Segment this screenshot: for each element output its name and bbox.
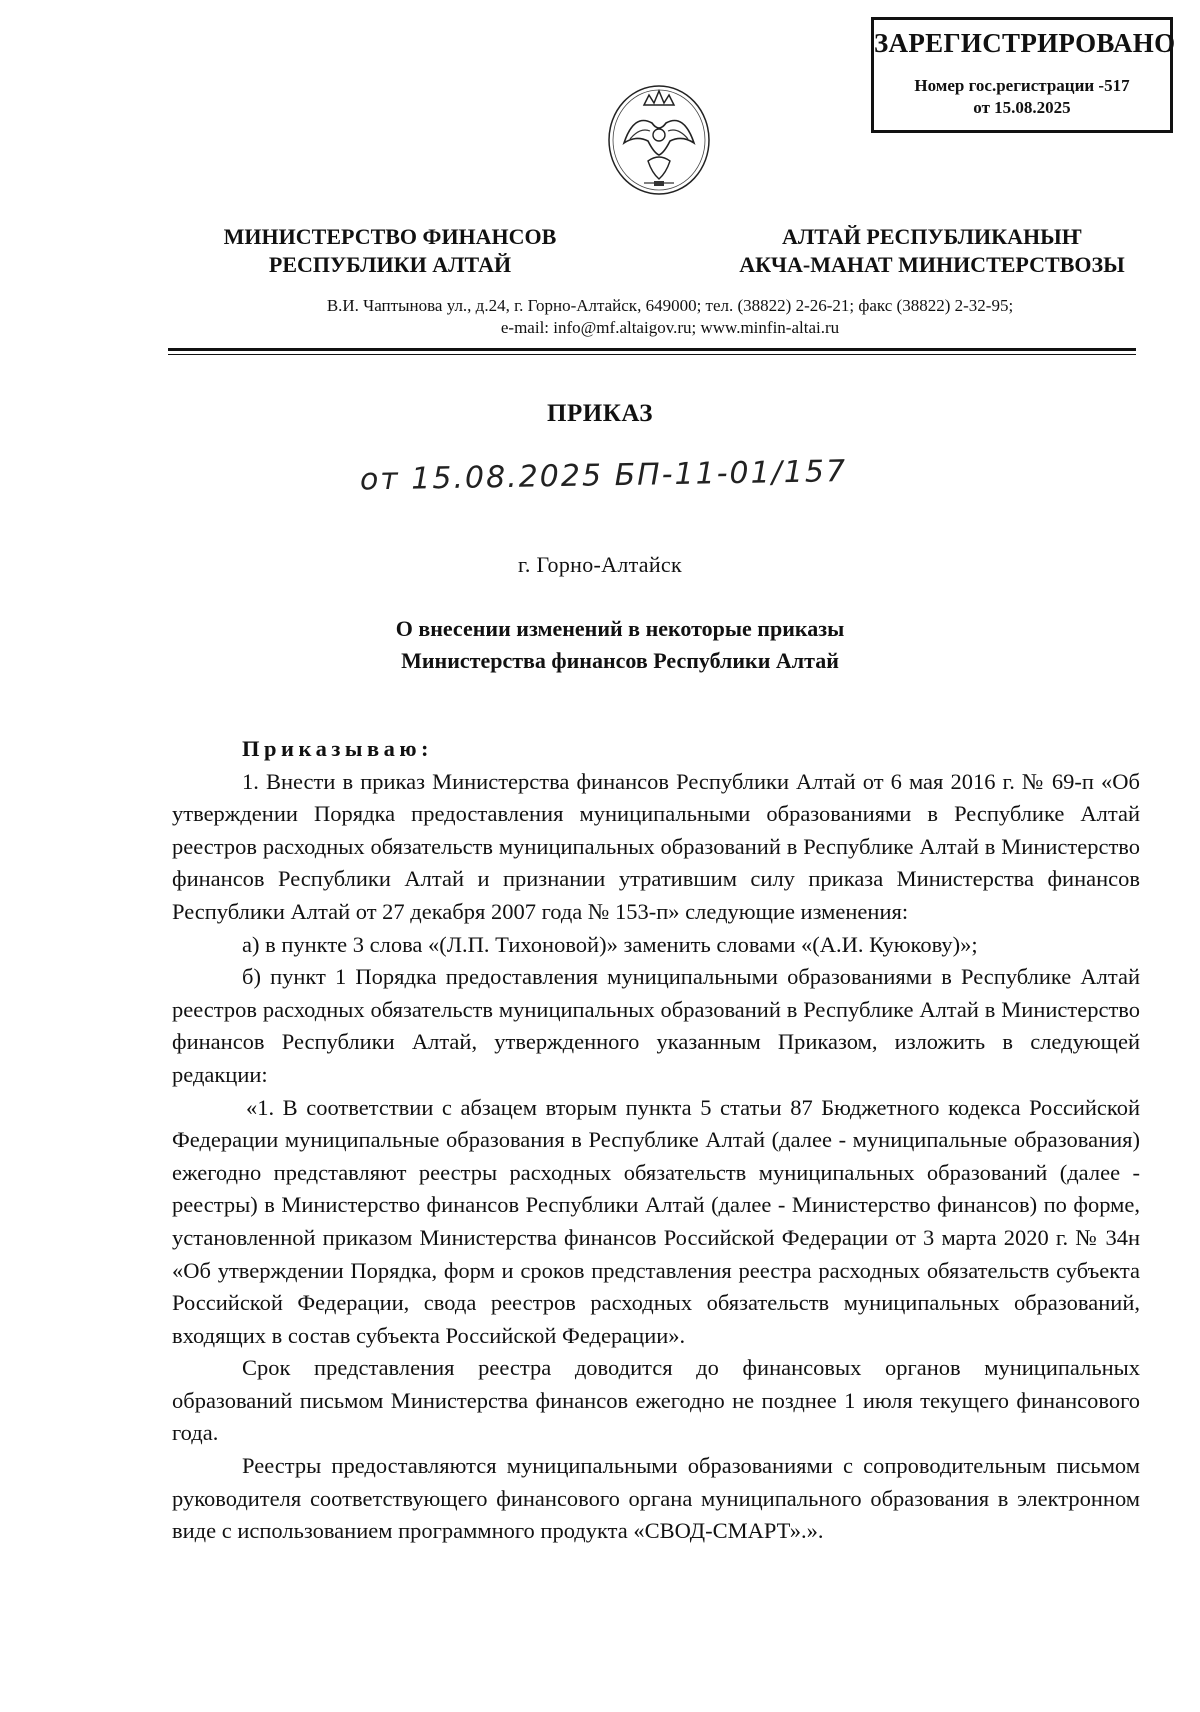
stamp-reg-number: Номер гос.регистрации -517	[914, 76, 1130, 95]
paragraph-quoted-point-1: «1. В соответствии с абзацем вторым пункта 5 статьи 87 Бюджетного кодекса Российской Федерации муниципальные образования в Республике Алтай (далее - муниципальные образования) ежегодно представляют реестры расходных обязательств муниципальных образований (далее - реестры) в Министерство финансов Республики Алтай (далее - Министерство финансов) по форме, установленной приказом Министерства финансов Российской Федерации от 3 марта 2020 г. № 34н «Об утверждении Порядка, форм и сроков представления реестра расходных обязательств субъекта Российской Федерации, свода реестров расходных обязательств муниципальных образований, входящих в состав субъекта Российской Федерации».	[172, 1094, 1140, 1348]
contact-block	[190, 295, 1150, 339]
ministry-name-altai	[722, 223, 1142, 279]
subject-line2: Министерства финансов Республики Алтай	[401, 648, 839, 673]
paragraph-1: 1. Внести в приказ Министерства финансов Республики Алтай от 6 мая 2016 г. № 69-п «Об утверждении Порядка предоставления муниципальными образованиями в Республике Алтай реестров расходных обязательств муниципальных образований в Республике Алтай в Министерство финансов Республики Алтай и признании утратившим силу приказа Министерства финансов Республики Алтай от 27 декабря 2007 года № 153-п» следующие изменения:	[172, 768, 1140, 924]
ministry-alt-line1: АЛТАЙ РЕСПУБЛИКАНЫҤ	[782, 224, 1082, 249]
address-line: В.И. Чаптынова ул., д.24, г. Горно-Алтайск, 649000; тел. (38822) 2-26-21; факс (38822) 2-32-95;	[326, 296, 1014, 315]
coat-of-arms-emblem	[604, 83, 714, 198]
stamp-reg-date: от 15.08.2025	[973, 98, 1071, 117]
ministry-ru-line2: РЕСПУБЛИКИ АЛТАЙ	[268, 252, 512, 277]
paragraph-deadline: Срок представления реестра доводится до финансовых органов муниципальных образований письмом Министерства финансов ежегодно не позднее 1 июля текущего финансового года.	[172, 1355, 1140, 1446]
paragraph-a: а) в пункте 3 слова «(Л.П. Тихоновой)» заменить словами «(А.И. Куюкову)»;	[242, 931, 978, 957]
handwritten-date-number: от 15.08.2025 БП-11-01/157	[359, 454, 848, 498]
document-city: г. Горно-Алтайск	[518, 552, 682, 577]
ministry-name-russian	[190, 223, 590, 279]
ministry-ru-line1: МИНИСТЕРСТВО ФИНАНСОВ	[223, 224, 557, 249]
paragraph-submission: Реестры предоставляются муниципальными образованиями с сопроводительным письмом руководителя соответствующего финансового органа муниципального образования в электронном виде с использованием программного продукта «СВОД-СМАРТ».».	[172, 1453, 1140, 1544]
document-subject	[300, 613, 940, 677]
stamp-title: ЗАРЕГИСТРИРОВАНО	[874, 28, 1176, 58]
header-divider-thin	[168, 354, 1136, 355]
paragraph-b: б) пункт 1 Порядка предоставления муниципальными образованиями в Республике Алтай реестров расходных обязательств муниципальных образований в Республике Алтай в Министерство финансов Республики Алтай, утвержденного указанным Приказом, изложить в следующей редакции:	[172, 964, 1140, 1087]
subject-line1: О внесении изменений в некоторые приказы	[395, 616, 845, 641]
registration-stamp	[871, 17, 1176, 133]
document-type-title: ПРИКАЗ	[547, 400, 653, 427]
header-divider-thick	[168, 348, 1136, 351]
ministry-alt-line2: АКЧА-МАНАТ МИНИСТЕРСТВОЗЫ	[739, 252, 1125, 277]
contact-line: e-mail: info@mf.altaigov.ru; www.minfin-altai.ru	[500, 318, 840, 337]
order-word: Приказываю:	[242, 736, 434, 761]
document-body	[172, 733, 1140, 1548]
